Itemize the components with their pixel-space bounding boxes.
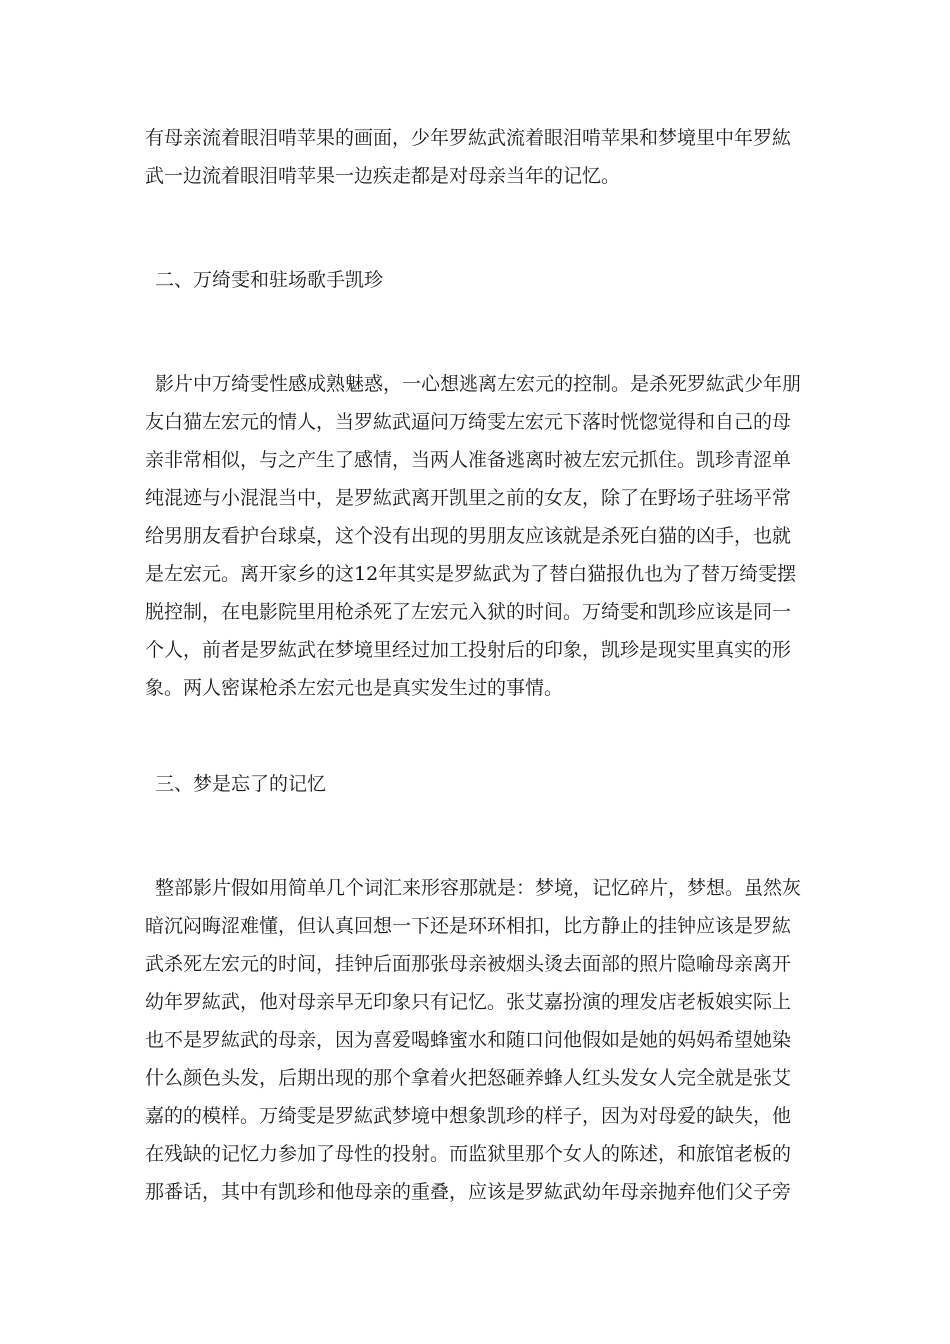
paragraph-3-line-9: 那番话，其中有凯珍和他母亲的重叠，应该是罗紘武幼年母亲抛弃他们父子旁 — [145, 1181, 792, 1203]
paragraph-3-line-7: 嘉的的模样。万绮雯是罗紘武梦境中想象凯珍的样子，因为对母爱的缺失，他 — [145, 1105, 792, 1127]
paragraph-2-line-1: 影片中万绮雯性感成熟魅惑，一心想逃离左宏元的控制。是杀死罗紘武少年朋 — [155, 373, 802, 395]
paragraph-2-line-3: 亲非常相似，与之产生了感情，当两人准备逃离时被左宏元抓住。凯珍青涩单 — [145, 449, 792, 471]
paragraph-2-line-8: 个人，前者是罗紘武在梦境里经过加工投射后的印象，凯珍是现实里真实的形 — [145, 639, 792, 661]
paragraph-3-line-8: 在残缺的记忆力参加了母性的投射。而监狱里那个女人的陈述，和旅馆老板的 — [145, 1143, 792, 1165]
paragraph-2-line-5: 给男朋友看护台球桌，这个没有出现的男朋友应该就是杀死白猫的凶手，也就 — [145, 525, 792, 547]
section-heading-2: 二、万绮雯和驻场歌手凯珍 — [155, 269, 384, 291]
paragraph-3-line-2: 暗沉闷晦涩难懂，但认真回想一下还是环环相扣，比方静止的挂钟应该是罗紘 — [145, 915, 792, 937]
paragraph-3-line-4: 幼年罗紘武，他对母亲早无印象只有记忆。张艾嘉扮演的理发店老板娘实际上 — [145, 991, 792, 1013]
paragraph-2-line-4: 纯混迹与小混混当中，是罗紘武离开凯里之前的女友，除了在野场子驻场平常 — [145, 487, 792, 509]
paragraph-3-line-1: 整部影片假如用简单几个词汇来形容那就是：梦境，记忆碎片，梦想。虽然灰 — [155, 877, 802, 899]
paragraph-1-line-1: 有母亲流着眼泪啃苹果的画面，少年罗紘武流着眼泪啃苹果和梦境里中年罗紘 — [145, 127, 792, 149]
paragraph-3-line-3: 武杀死左宏元的时间，挂钟后面那张母亲被烟头烫去面部的照片隐喻母亲离开 — [145, 953, 792, 975]
paragraph-3-line-6: 什么颜色头发，后期出现的那个拿着火把怒砸养蜂人红头发女人完全就是张艾 — [145, 1067, 792, 1089]
paragraph-2-line-6: 是左宏元。离开家乡的这12年其实是罗紘武为了替白猫报仇也为了替万绮雯摆 — [145, 563, 797, 585]
paragraph-3-line-5: 也不是罗紘武的母亲，因为喜爱喝蜂蜜水和随口问他假如是她的妈妈希望她染 — [145, 1029, 792, 1051]
paragraph-1-line-2: 武一边流着眼泪啃苹果一边疾走都是对母亲当年的记忆。 — [145, 165, 621, 187]
paragraph-2-line-7: 脱控制，在电影院里用枪杀死了左宏元入狱的时间。万绮雯和凯珍应该是同一 — [145, 601, 792, 623]
paragraph-2-line-2: 友白猫左宏元的情人，当罗紘武逼问万绮雯左宏元下落时恍惚觉得和自己的母 — [145, 411, 792, 433]
section-heading-3: 三、梦是忘了的记忆 — [155, 773, 327, 795]
paragraph-2-line-9: 象。两人密谋枪杀左宏元也是真实发生过的事情。 — [145, 677, 564, 699]
